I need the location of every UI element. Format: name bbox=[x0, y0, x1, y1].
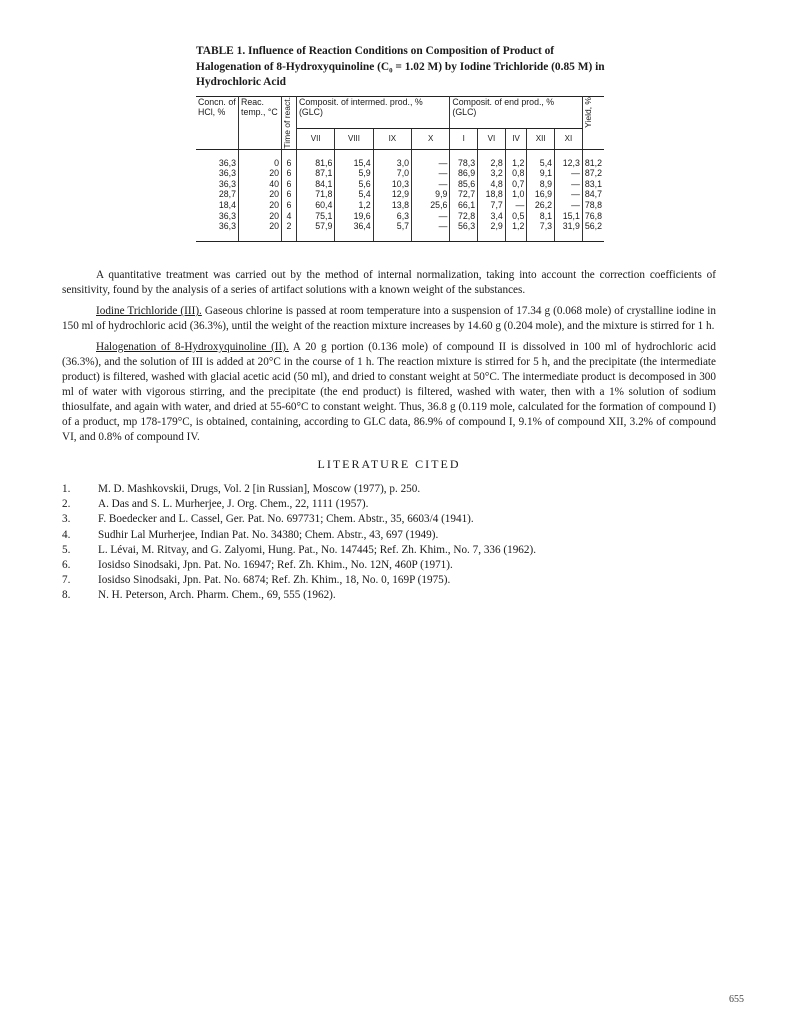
subheader-compound: IV bbox=[505, 128, 527, 149]
table-cell: 2,9 bbox=[478, 221, 506, 241]
table-cell: 76,8 bbox=[584, 210, 602, 221]
table-cell: 1,2 bbox=[505, 149, 527, 168]
table-cell: — bbox=[555, 200, 583, 211]
table-cell: 3,2 bbox=[478, 168, 506, 179]
table-cell: 3,0 bbox=[373, 149, 411, 168]
reference-text: A. Das and S. L. Murherjee, J. Org. Chem., 22, 1111 (1957). bbox=[98, 498, 369, 511]
table-cell: 81,2 bbox=[584, 157, 602, 168]
reference-number: 3. bbox=[62, 513, 71, 526]
table-cell: 60,4 bbox=[297, 200, 335, 211]
table-cell: 84,7 bbox=[584, 189, 602, 200]
paragraph-halogenation-body: A 20 g portion (0.136 mole) of compound II is dissolved in 100 ml of hydrochloric acid (36.3%), and the solution of III is added at 20°C in the course of 1 h. The reaction mixture is stirred for 5 h, and the precipitate (the intermediate product) is filtered, washed with glacial acetic acid (50 ml), and dried to constant weight at 50°C. The intermediate product is decomposed in 300 ml of water with vigorous stirring, and the precipitate (the end product) is filtered, washed with water, then with a 1% solution of sodium thiosulfate, and again with water, and dried at 55-60°C to constant weight. Thus, 36.8 g (0.119 mole, calculated for the formation of compound I) of a product, mp 178-179°C, is obtained, containing, according to GLC data, 86.9% of compound I, 9.1% of compound XII, 3.2% of compound VI, and 0.8% of compound IV. bbox=[62, 341, 717, 443]
table-cell: 20 bbox=[239, 211, 282, 222]
table-cell: 4 bbox=[282, 211, 297, 222]
reference-item bbox=[62, 558, 716, 573]
table-cell: 31,9 bbox=[555, 221, 583, 241]
table-cell: 5,4 bbox=[527, 149, 555, 168]
table-row bbox=[196, 189, 604, 200]
table-cell: 5,6 bbox=[335, 179, 373, 190]
table-cell: 18,4 bbox=[196, 200, 239, 211]
table-cell: — bbox=[555, 168, 583, 179]
reference-item bbox=[62, 497, 716, 512]
table-cell: 83,1 bbox=[584, 178, 602, 189]
table-cell: — bbox=[412, 221, 450, 241]
reference-text: Iosidso Sinodsaki, Jpn. Pat. No. 16947; Ref. Zh. Khim., No. 12N, 460P (1971). bbox=[98, 559, 453, 572]
paragraph-method: A quantitative treatment was carried out by the method of internal normalization, taking into account the correction coefficients of sensitivity, found by the analysis of a series of artifact solutions with a known weight of the substances. bbox=[62, 269, 716, 296]
table-cell: 16,9 bbox=[527, 189, 555, 200]
table-row bbox=[196, 200, 604, 211]
table-cell: 20 bbox=[239, 221, 282, 241]
table-cell: 56,2 bbox=[582, 221, 604, 241]
table-cell: 0,7 bbox=[505, 179, 527, 190]
table-cell: — bbox=[412, 149, 450, 168]
table-cell: 2 bbox=[282, 221, 297, 241]
section-heading-iodine-trichloride: Iodine Trichloride (III). bbox=[96, 305, 202, 317]
table-cell: 25,6 bbox=[412, 200, 450, 211]
table-cell: 19,6 bbox=[335, 211, 373, 222]
table-cell: 28,7 bbox=[196, 189, 239, 200]
page-number: 655 bbox=[729, 994, 744, 1005]
table-cell: 6 bbox=[282, 189, 297, 200]
reference-text: M. D. Mashkovskii, Drugs, Vol. 2 [in Russian], Moscow (1977), p. 250. bbox=[98, 483, 421, 495]
table-cell: — bbox=[555, 179, 583, 190]
reference-number: 8. bbox=[62, 589, 71, 602]
table-cell: 6 bbox=[282, 179, 297, 190]
reference-item bbox=[62, 528, 716, 543]
table-cell: 1,2 bbox=[505, 221, 527, 241]
subheader-compound: VII bbox=[297, 128, 335, 149]
table-cell: 20 bbox=[239, 189, 282, 200]
table-cell: — bbox=[412, 211, 450, 222]
table-cell: 36,3 bbox=[196, 168, 239, 179]
table-cell: 6 bbox=[282, 149, 297, 168]
table-cell: 20 bbox=[239, 200, 282, 211]
literature-heading: LITERATURE CITED bbox=[317, 457, 461, 471]
table-cell: — bbox=[555, 189, 583, 200]
results-table bbox=[196, 96, 604, 242]
table-cell: 85,6 bbox=[450, 179, 478, 190]
table-cell: 36,3 bbox=[196, 179, 239, 190]
section-heading-halogenation: Halogenation of 8-Hydroxyquinoline (II). bbox=[96, 341, 289, 353]
table-cell: 66,1 bbox=[450, 200, 478, 211]
table-cell: 78,8 bbox=[584, 200, 602, 211]
paragraph-iodine-trichloride bbox=[62, 304, 716, 334]
reference-item bbox=[62, 482, 716, 497]
table-row bbox=[196, 179, 604, 190]
reference-item bbox=[62, 543, 716, 558]
subheader-compound: VI bbox=[478, 128, 506, 149]
table-cell: 0,8 bbox=[505, 168, 527, 179]
table-cell: 36,3 bbox=[196, 221, 239, 241]
header-end-composition: Composit. of end prod., % (GLC) bbox=[450, 97, 582, 129]
table-cell: 7,7 bbox=[478, 200, 506, 211]
table-body bbox=[196, 149, 604, 241]
table-cell: — bbox=[412, 168, 450, 179]
paragraph-iodine-trichloride-body: Gaseous chlorine is passed at room temperature into a suspension of 17.34 g (0.068 mole) of crystalline iodine in 150 ml of hydrochloric acid (36.3%), until the weight of the reaction mixture increases by 14.60 g (0.204 mole), and the mixture is stirred for 1 h. bbox=[62, 305, 716, 332]
header-yield bbox=[582, 97, 604, 150]
subheader-compound: XI bbox=[555, 128, 583, 149]
header-reaction-temperature: Reac. temp., °C bbox=[239, 97, 282, 150]
table-cell: 10,3 bbox=[373, 179, 411, 190]
table-cell: 78,3 bbox=[450, 149, 478, 168]
body-text bbox=[62, 268, 716, 604]
table-cell: 15,1 bbox=[555, 211, 583, 222]
reference-number: 2. bbox=[62, 498, 71, 511]
table-cell: 3,4 bbox=[478, 211, 506, 222]
table-cell: 2,8 bbox=[478, 149, 506, 168]
header-yield-label: Yield, % bbox=[582, 97, 593, 128]
header-reaction-time bbox=[282, 97, 297, 150]
table-cell: 84,1 bbox=[297, 179, 335, 190]
table-row bbox=[196, 211, 604, 222]
reference-text: Sudhir Lal Murherjee, Indian Pat. No. 34380; Chem. Abstr., 43, 697 (1949). bbox=[98, 528, 439, 541]
table-cell: 8,1 bbox=[527, 211, 555, 222]
paragraph-halogenation bbox=[62, 340, 716, 445]
table-cell: 72,8 bbox=[450, 211, 478, 222]
table-cell: — bbox=[505, 200, 527, 211]
header-reaction-time-label: Time of react. bbox=[282, 97, 292, 149]
reference-text: L. Lévai, M. Ritvay, and G. Zalyomi, Hung. Pat., No. 147445; Ref. Zh. Khim., No. 7, 336 (1962). bbox=[98, 543, 537, 556]
reference-item bbox=[62, 588, 716, 603]
table-cell: 5,9 bbox=[335, 168, 373, 179]
reference-item bbox=[62, 512, 716, 527]
table-cell: — bbox=[412, 179, 450, 190]
table-cell: 6,3 bbox=[373, 211, 411, 222]
table-cell: 36,3 bbox=[196, 211, 239, 222]
table-cell: 9,9 bbox=[412, 189, 450, 200]
table-cell: 13,8 bbox=[373, 200, 411, 211]
table-row bbox=[196, 149, 604, 168]
subheader-compound: XII bbox=[527, 128, 555, 149]
header-hcl-concentration: Concn. of HCl, % bbox=[196, 97, 239, 150]
header-intermediate-composition: Composit. of intermed. prod., % (GLC) bbox=[297, 97, 450, 129]
table-cell: 0,5 bbox=[505, 211, 527, 222]
table-cell: 12,3 bbox=[555, 149, 583, 168]
table-cell: 6 bbox=[282, 200, 297, 211]
table-cell: 40 bbox=[239, 179, 282, 190]
table-cell: 7,3 bbox=[527, 221, 555, 241]
table-cell: 18,8 bbox=[478, 189, 506, 200]
table-cell: 5,7 bbox=[373, 221, 411, 241]
table-cell: 0 bbox=[239, 149, 282, 168]
subheader-compound: X bbox=[412, 128, 450, 149]
table-cell: 12,9 bbox=[373, 189, 411, 200]
table-title: TABLE 1. Influence of Reaction Conditions on Composition of Product of Halogenation of 8-Hydroxyquinoline (C₀ = 1.02 M) by Iodine Trichloride (0.85 M) in Hydrochloric Acid bbox=[196, 45, 605, 88]
reference-list bbox=[62, 482, 716, 604]
reference-item bbox=[62, 573, 716, 588]
table-row bbox=[196, 168, 604, 179]
reference-number: 7. bbox=[62, 574, 71, 587]
table-cell: 71,8 bbox=[297, 189, 335, 200]
table-cell: 72,7 bbox=[450, 189, 478, 200]
table-cell: 9,1 bbox=[527, 168, 555, 179]
table-cell: 6 bbox=[282, 168, 297, 179]
reference-number: 1. bbox=[62, 483, 71, 495]
reference-number: 4. bbox=[62, 528, 71, 541]
table-cell: 8,9 bbox=[527, 179, 555, 190]
subheader-compound: IX bbox=[373, 128, 411, 149]
table-cell: 7,0 bbox=[373, 168, 411, 179]
table-cell: 20 bbox=[239, 168, 282, 179]
table-cell: 87,1 bbox=[297, 168, 335, 179]
reference-number: 5. bbox=[62, 543, 71, 556]
table-cell: 81,6 bbox=[297, 149, 335, 168]
table-cell: 36,3 bbox=[196, 149, 239, 168]
subheader-compound: VIII bbox=[335, 128, 373, 149]
reference-text: N. H. Peterson, Arch. Pharm. Chem., 69, 555 (1962). bbox=[98, 589, 336, 602]
table-cell: 5,4 bbox=[335, 189, 373, 200]
reference-number: 6. bbox=[62, 559, 71, 572]
reference-text: F. Boedecker and L. Cassel, Ger. Pat. No. 697731; Chem. Abstr., 35, 6603/4 (1941). bbox=[98, 513, 474, 526]
table-cell: 15,4 bbox=[335, 149, 373, 168]
table-cell: 86,9 bbox=[450, 168, 478, 179]
table-cell: 4,8 bbox=[478, 179, 506, 190]
reference-text: Iosidso Sinodsaki, Jpn. Pat. No. 6874; Ref. Zh. Khim., 18, No. 0, 169P (1975). bbox=[98, 574, 451, 587]
table-cell: 1,2 bbox=[335, 200, 373, 211]
table-cell: 56,3 bbox=[450, 221, 478, 241]
table-cell: 87,2 bbox=[584, 168, 602, 179]
table-cell: 36,4 bbox=[335, 221, 373, 241]
table-cell: 26,2 bbox=[527, 200, 555, 211]
table-cell: 1,0 bbox=[505, 189, 527, 200]
table-row bbox=[196, 221, 604, 241]
table-cell: 75,1 bbox=[297, 211, 335, 222]
subheader-compound: I bbox=[450, 128, 478, 149]
table-cell: 57,9 bbox=[297, 221, 335, 241]
